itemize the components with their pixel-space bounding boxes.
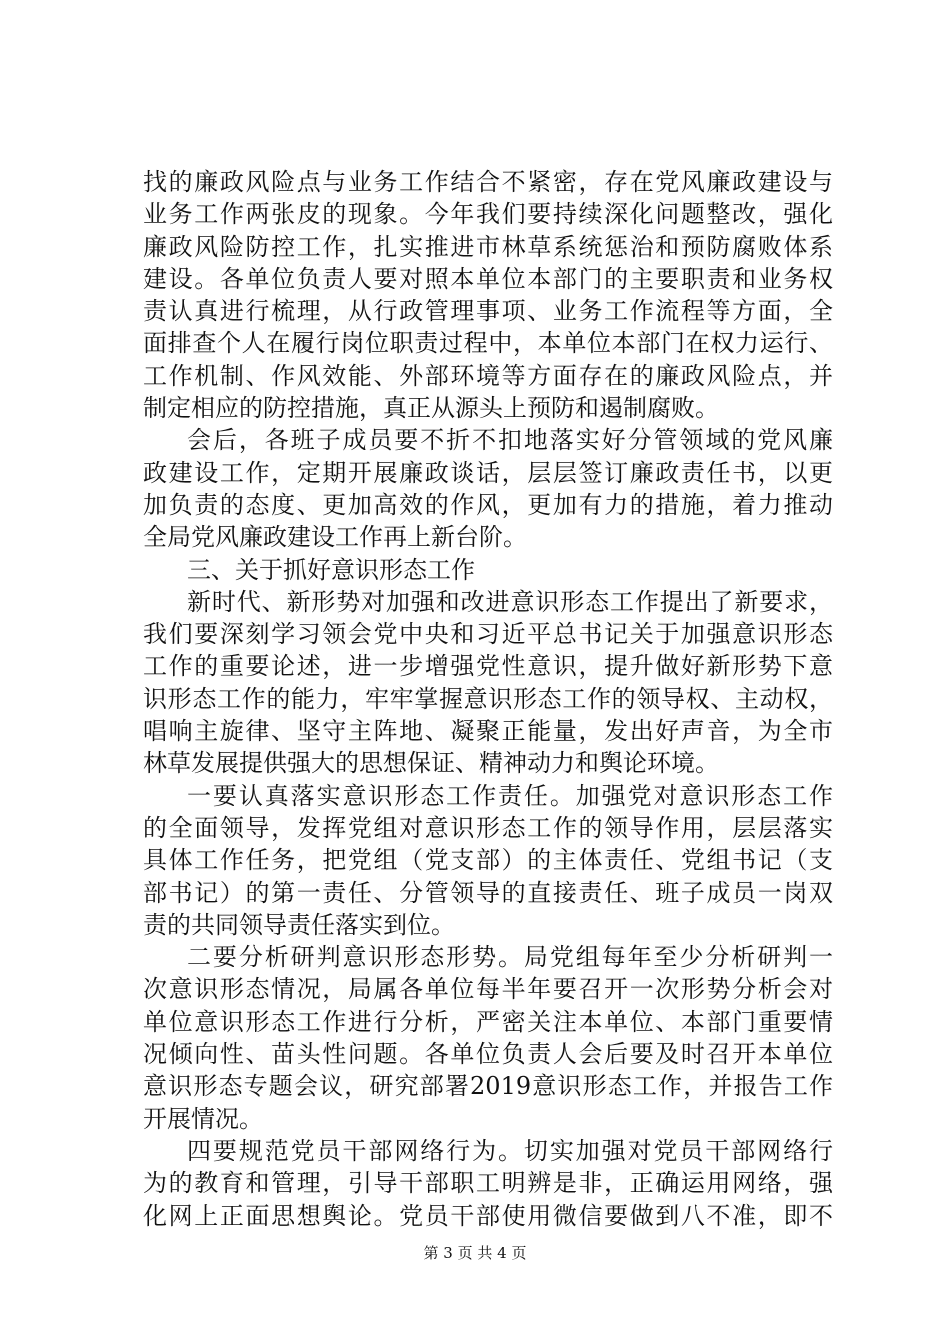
text-line: 为的教育和管理，引导干部职工明辨是非，正确运用网络，强 (143, 1169, 833, 1198)
text-line: 识形态工作的能力，牢牢掌握意识形态工作的领导权、主动权， (143, 684, 833, 713)
text-line: 开展情况。 (143, 1104, 263, 1133)
text-line: 责认真进行梳理，从行政管理事项、业务工作流程等方面，全 (143, 297, 833, 326)
text-line: 次意识形态情况，局属各单位每半年要召开一次形势分析会对 (143, 975, 833, 1004)
text-line: 的全面领导，发挥党组对意识形态工作的领导作用，层层落实 (143, 813, 833, 842)
text-line: 我们要深刻学习领会党中央和习近平总书记关于加强意识形态 (143, 620, 833, 649)
text-line: 会后，各班子成员要不折不扣地落实好分管领域的党风廉 (187, 426, 833, 455)
text-line: 廉政风险防控工作，扎实推进市林草系统惩治和预防腐败体系 (143, 232, 833, 261)
text-line: 面排查个人在履行岗位职责过程中，本单位本部门在权力运行、 (143, 329, 833, 358)
text-line: 四要规范党员干部网络行为。切实加强对党员干部网络行 (187, 1136, 833, 1165)
text-line: 二要分析研判意识形态形势。局党组每年至少分析研判一 (187, 943, 833, 972)
text-line: 具体工作任务，把党组（党支部）的主体责任、党组书记（支 (143, 846, 833, 875)
text-line: 部书记）的第一责任、分管领导的直接责任、班子成员一岗双 (143, 878, 833, 907)
text-line: 建设。各单位负责人要对照本单位本部门的主要职责和业务权 (143, 264, 833, 293)
text-line: 加负责的态度、更加高效的作风，更加有力的措施，着力推动 (143, 490, 833, 519)
text-line: 业务工作两张皮的现象。今年我们要持续深化问题整改，强化 (143, 200, 833, 229)
text-line: 意识形态专题会议，研究部署2019意识形态工作，并报告工作 (143, 1072, 833, 1101)
text-line: 工作机制、作风效能、外部环境等方面存在的廉政风险点，并 (143, 361, 833, 390)
text-line: 新时代、新形势对加强和改进意识形态工作提出了新要求， (187, 587, 833, 616)
document-body (143, 166, 833, 1232)
text-line: 三、关于抓好意识形态工作 (187, 555, 475, 584)
text-line: 责的共同领导责任落实到位。 (143, 910, 455, 939)
text-line: 化网上正面思想舆论。党员干部使用微信要做到八不准，即不 (143, 1201, 833, 1230)
text-line: 找的廉政风险点与业务工作结合不紧密，存在党风廉政建设与 (143, 168, 833, 196)
text-line: 况倾向性、苗头性问题。各单位负责人会后要及时召开本单位 (143, 1040, 833, 1069)
text-line: 全局党风廉政建设工作再上新台阶。 (143, 523, 527, 552)
text-line: 制定相应的防控措施，真正从源头上预防和遏制腐败。 (143, 394, 719, 423)
text-line: 一要认真落实意识形态工作责任。加强党对意识形态工作 (187, 781, 833, 810)
text-line: 单位意识形态工作进行分析，严密关注本单位、本部门重要情 (143, 1007, 833, 1036)
text-line: 林草发展提供强大的思想保证、精神动力和舆论环境。 (143, 749, 719, 778)
text-line: 政建设工作，定期开展廉政谈话，层层签订廉政责任书，以更 (143, 458, 833, 487)
text-line: 工作的重要论述，进一步增强党性意识，提升做好新形势下意 (143, 652, 833, 681)
page-footer: 第 3 页 共 4 页 (423, 1244, 527, 1262)
text-line: 唱响主旋律、坚守主阵地、凝聚正能量，发出好声音，为全市 (143, 717, 833, 746)
